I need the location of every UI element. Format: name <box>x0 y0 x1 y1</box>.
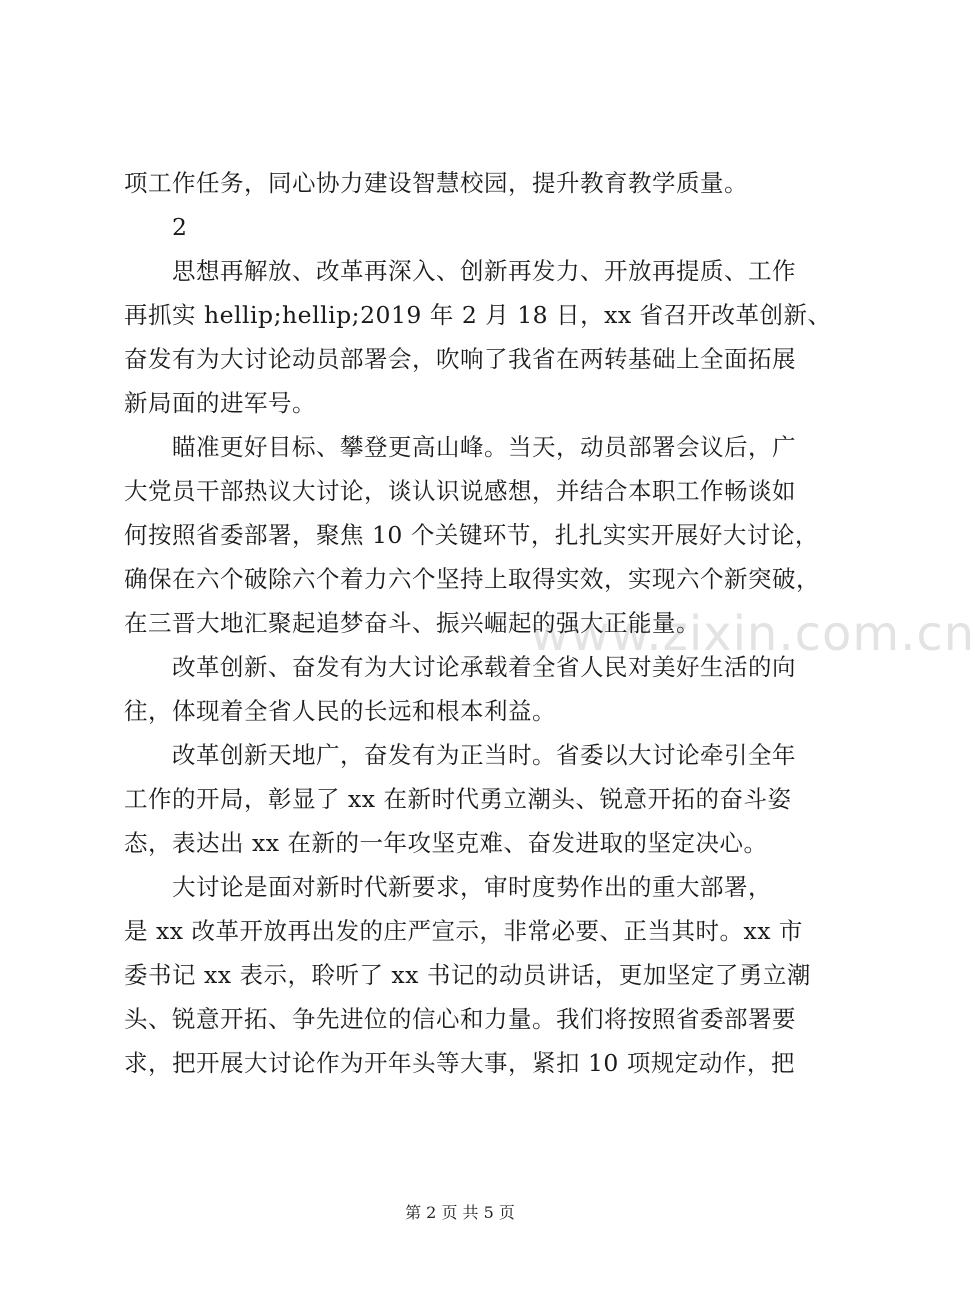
paragraph-start: 改革创新天地广，奋发有为正当时。省委以大讨论牵引全年 <box>172 741 796 769</box>
text-line: 态，表达出 xx 在新的一年攻坚克难、奋发进取的坚定决心。 <box>124 829 768 857</box>
paragraph-start: 瞄准更好目标、攀登更高山峰。当天，动员部署会议后，广 <box>172 433 796 461</box>
text-line: 奋发有为大讨论动员部署会，吹响了我省在两转基础上全面拓展 <box>124 345 796 373</box>
text-line: 再抓实 hellip;hellip;2019 年 2 月 18 日，xx 省召开改革创新、 <box>124 301 832 329</box>
text-line: 项工作任务，同心协力建设智慧校园，提升教育教学质量。 <box>124 169 748 197</box>
text-line: 头、锐意开拓、争先进位的信心和力量。我们将按照省委部署要 <box>124 1005 796 1033</box>
text-line: 新局面的进军号。 <box>124 389 316 417</box>
paragraph-start: 改革创新、奋发有为大讨论承载着全省人民对美好生活的向 <box>172 653 796 681</box>
section-number: 2 <box>172 213 188 241</box>
page-footer: 第 2 页 共 5 页 <box>405 1203 515 1222</box>
document-body <box>124 166 832 1080</box>
text-line: 是 xx 改革开放再出发的庄严宣示，非常必要、正当其时。xx 市 <box>124 917 803 945</box>
text-line: 确保在六个破除六个着力六个坚持上取得实效，实现六个新突破， <box>124 565 820 593</box>
text-line: 何按照省委部署，聚焦 10 个关键环节，扎扎实实开展好大讨论， <box>124 521 819 549</box>
text-line: 求，把开展大讨论作为开年头等大事，紧扣 10 项规定动作，把 <box>124 1049 795 1077</box>
watermark: www.zixin.com.cn <box>530 606 975 662</box>
paragraph-start: 大讨论是面对新时代新要求，审时度势作出的重大部署， <box>172 873 772 901</box>
text-line: 委书记 xx 表示，聆听了 xx 书记的动员讲话，更加坚定了勇立潮 <box>124 961 811 989</box>
text-line: 在三晋大地汇聚起追梦奋斗、振兴崛起的强大正能量。 <box>124 609 700 637</box>
text-line: 大党员干部热议大讨论，谈认识说感想，并结合本职工作畅谈如 <box>124 477 796 505</box>
text-line: 往，体现着全省人民的长远和根本利益。 <box>124 697 556 725</box>
text-line: 工作的开局，彰显了 xx 在新时代勇立潮头、锐意开拓的奋斗姿 <box>124 785 792 813</box>
paragraph-start: 思想再解放、改革再深入、创新再发力、开放再提质、工作 <box>172 257 796 285</box>
